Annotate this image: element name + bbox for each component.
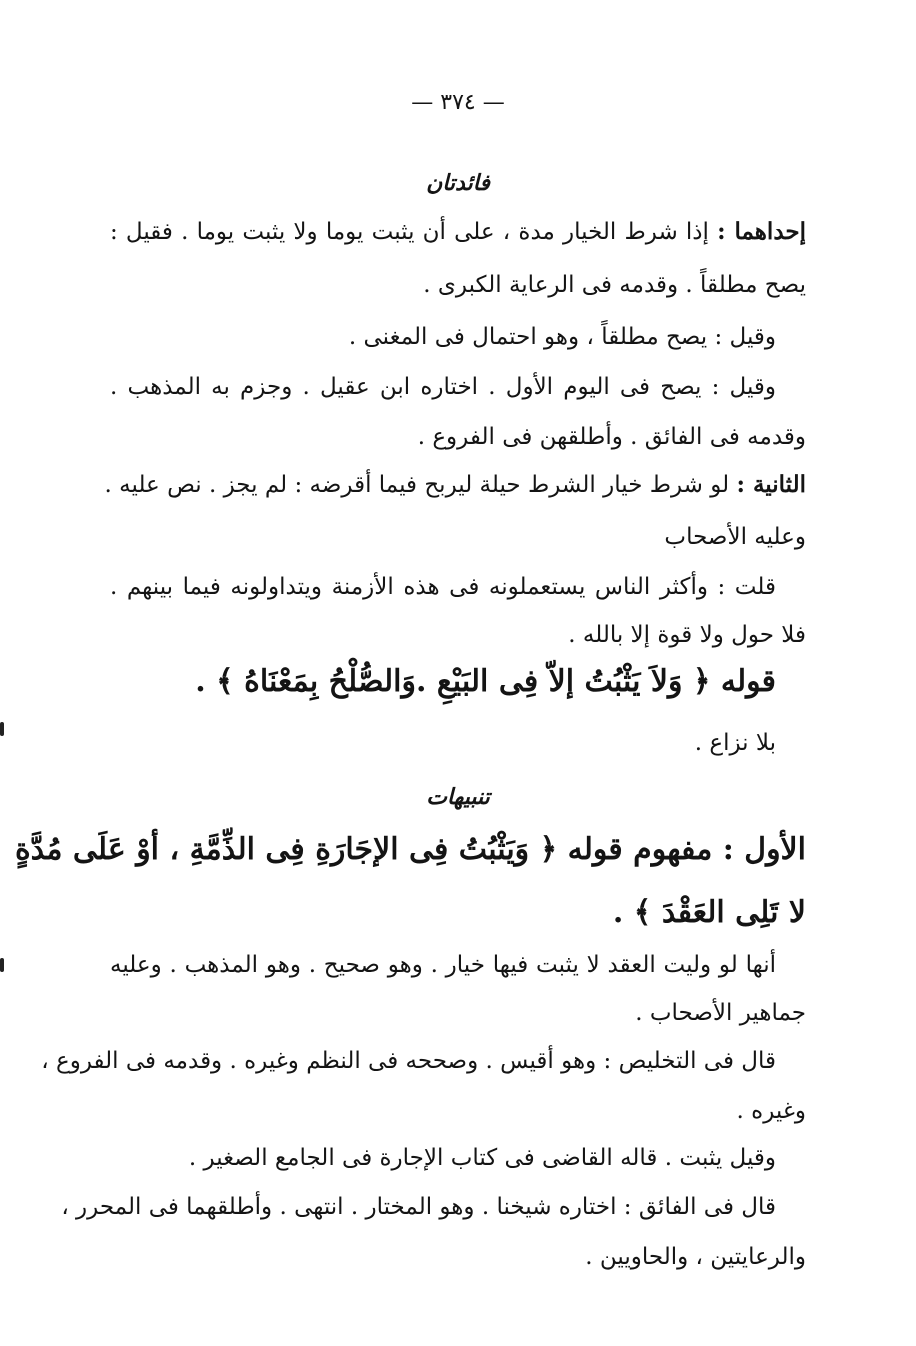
opinion-3-line-2: وقدمه فى الفائق . وأطلقهن فى الفروع . bbox=[417, 424, 806, 450]
scan-edge-mark bbox=[0, 722, 4, 736]
takhlis-line-1: قال فى التخليص : وهو أقيس . وصححه فى النظم وغيره . وقدمه فى الفروع ، bbox=[41, 1048, 776, 1074]
paragraph-no-dispute: بلا نزاع . bbox=[694, 730, 776, 756]
second-benefit-line-2: وعليه الأصحاب bbox=[664, 524, 806, 550]
second-benefit-lead: الثانية : bbox=[736, 471, 806, 498]
paragraph-first-benefit bbox=[110, 217, 806, 247]
note-line-1: أنها لو وليت العقد لا يثبت فيها خيار . وهو صحيح . وهو المذهب . وعليه bbox=[110, 952, 776, 978]
opinion-3-line-1: وقيل : يصح فى اليوم الأول . اختاره ابن عقيل . وجزم به المذهب . bbox=[110, 374, 776, 400]
paragraph-second-benefit bbox=[104, 470, 806, 500]
faiq-line-1: قال فى الفائق : اختاره شيخنا . وهو المختار . انتهى . وأطلقهما فى المحرر ، bbox=[61, 1194, 776, 1220]
first-note-quote: مفهوم قوله ﴿ وَيَثْبُتُ فِى الإجَارَةِ فِى الذِّمَّةِ ، أوْ عَلَى مُدَّةٍ bbox=[14, 832, 723, 867]
comment-line-1: قلت : وأكثر الناس يستعملونه فى هذه الأزمنة ويتداولونه فيما بينهم . bbox=[110, 574, 776, 600]
second-benefit-line-1: لو شرط خيار الشرط حيلة ليربح فيما أقرضه : لم يجز . نص عليه . bbox=[104, 472, 737, 498]
note-line-2: جماهير الأصحاب . bbox=[635, 1000, 806, 1026]
quoted-text-1: قوله ﴿ وَلاَ يَثْبُتُ إلاّ فِى البَيْعِ .وَالصُّلْحُ بِمَعْنَاهُ ﴾ . bbox=[195, 664, 776, 699]
comment-line-2: فلا حول ولا قوة إلا بالله . bbox=[568, 622, 806, 648]
scan-edge-mark bbox=[0, 958, 4, 972]
first-benefit-lead: إحداهما : bbox=[717, 218, 806, 245]
quoted-text-2-line-2: لا تَلِى العَقْدَ ﴾ . bbox=[612, 895, 806, 930]
section-heading-faidatan: فائدتان bbox=[426, 170, 490, 196]
takhlis-line-2: وغيره . bbox=[736, 1098, 806, 1124]
first-benefit-line-2: يصح مطلقاً . وقدمه فى الرعاية الكبرى . bbox=[423, 272, 806, 298]
first-note-lead: الأول : bbox=[722, 832, 806, 867]
section-heading-tanbihat: تنبيهات bbox=[426, 784, 490, 810]
quoted-text-2-line-1 bbox=[14, 830, 806, 870]
paragraph-qadi: وقيل يثبت . قاله القاضى فى كتاب الإجارة فى الجامع الصغير . bbox=[188, 1145, 776, 1171]
first-benefit-line-1: إذا شرط الخيار مدة ، على أن يثبت يوما ولا يثبت يوما . فقيل : bbox=[110, 219, 718, 245]
paragraph-opinion-2: وقيل : يصح مطلقاً ، وهو احتمال فى المغنى . bbox=[348, 324, 776, 350]
page-number: — ٣٧٤ — bbox=[411, 90, 505, 115]
faiq-line-2: والرعايتين ، والحاويين . bbox=[585, 1244, 806, 1270]
